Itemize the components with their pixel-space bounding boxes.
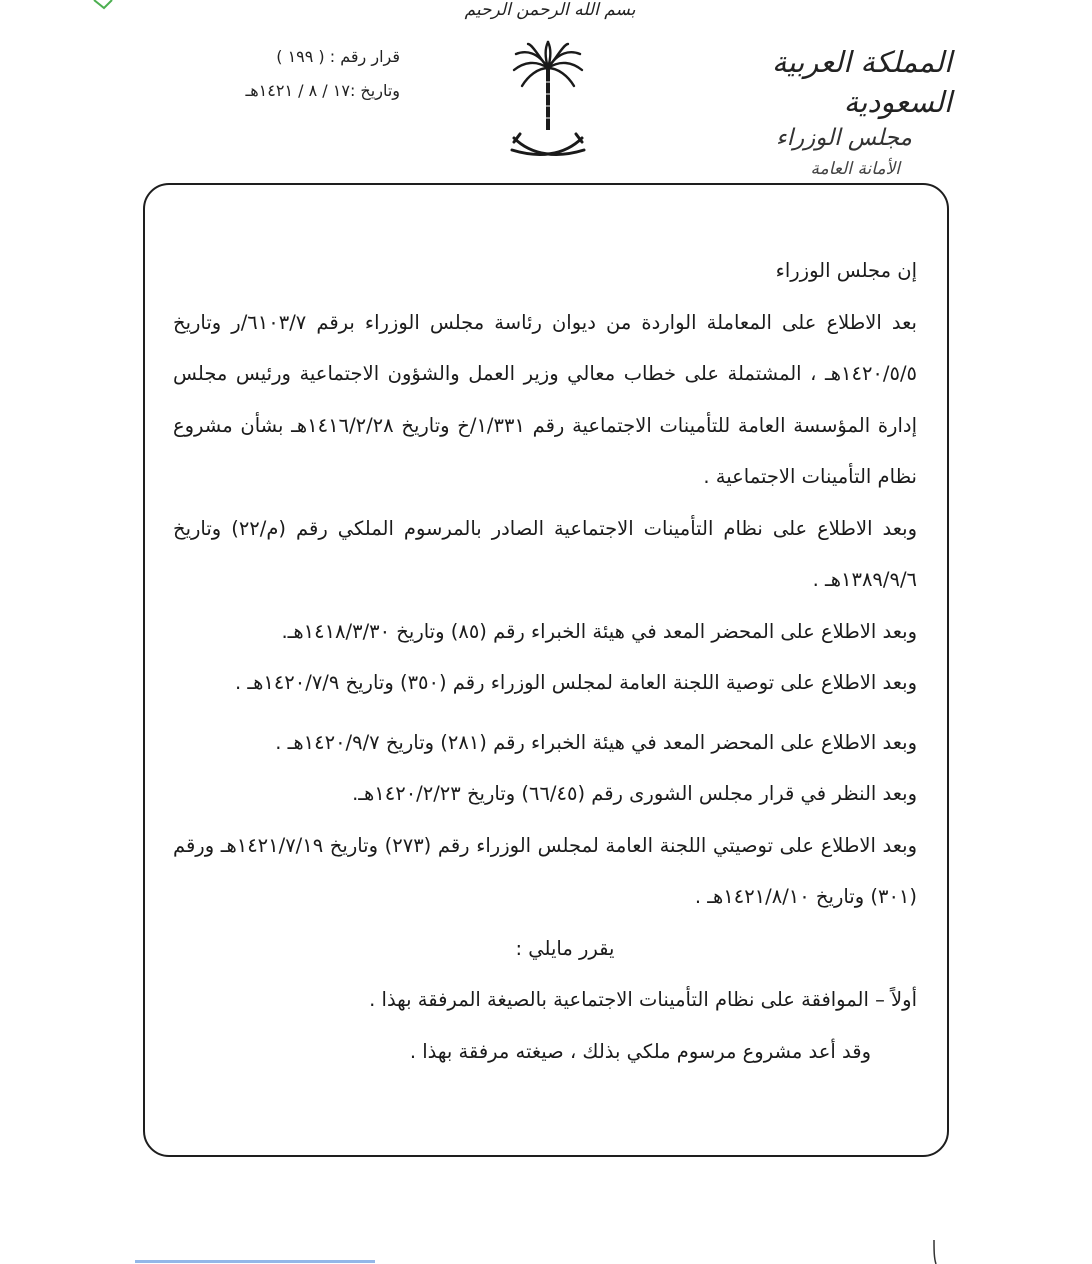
council-title: مجلس الوزراء <box>775 125 912 151</box>
paragraph-7: وبعد الاطلاع على توصيتي اللجنة العامة لمجلس الوزراء رقم (٢٧٣) وتاريخ ١٤٢١/٧/١٩هـ ورقم (٣٠١) وتاريخ ١٤٢١/٨/١٠هـ . <box>173 833 917 908</box>
document-frame <box>143 183 949 1157</box>
paragraph-2: وبعد الاطلاع على نظام التأمينات الاجتماعية الصادر بالمرسوم الملكي رقم (م/٢٢) وتاريخ ١٣٨٩/٩/٦هـ . <box>173 516 917 591</box>
decision-reference <box>160 40 400 108</box>
decision-date: وتاريخ :١٧ / ٨ / ١٤٢١هـ <box>245 81 400 100</box>
saudi-emblem-palm-swords-icon <box>508 38 588 162</box>
bottom-right-mark <box>930 1236 970 1264</box>
opening-line: إن مجلس الوزراء <box>775 259 917 282</box>
basmala: بسم الله الرحمن الرحيم <box>464 0 636 20</box>
decision-number: قرار رقم : ( ١٩٩ ) <box>276 47 400 66</box>
bottom-strip-mark <box>135 1258 375 1264</box>
paragraph-6: وبعد النظر في قرار مجلس الشورى رقم (٦٦/٤٥) وتاريخ ١٤٢٠/٢/٢٣هـ. <box>352 782 917 805</box>
paragraph-5: وبعد الاطلاع على المحضر المعد في هيئة الخبراء رقم (٢٨١) وتاريخ ١٤٢٠/٩/٧هـ . <box>275 730 917 754</box>
corner-mark-icon <box>92 0 114 10</box>
kingdom-title: المملكة العربية السعودية <box>771 45 952 119</box>
paragraph-4: وبعد الاطلاع على توصية اللجنة العامة لمجلس الوزراء رقم (٣٥٠) وتاريخ ١٤٢٠/٧/٩هـ . <box>234 671 917 694</box>
paragraph-3: وبعد الاطلاع على المحضر المعد في هيئة الخبراء رقم (٨٥) وتاريخ ١٤١٨/٣/٣٠هـ. <box>281 619 917 643</box>
letterhead-right <box>672 42 952 184</box>
closing-line: وقد أعد مشروع مرسوم ملكي بذلك ، صيغته مرفقة بهذا . <box>409 1039 871 1063</box>
secretariat-title: الأمانة العامة <box>810 159 900 179</box>
document-body <box>173 245 917 1077</box>
decides-heading: يقرر مايلي : <box>515 936 615 960</box>
spacer <box>173 709 917 717</box>
paragraph-1: بعد الاطلاع على المعاملة الواردة من ديوان رئاسة مجلس الوزراء برقم ٦١٠٣/٧/ر وتاريخ ١٤٢٠/٥/٥هـ ، المشتملة على خطاب معالي وزير العمل والشؤون الاجتماعية ورئيس مجلس إدارة المؤسسة العامة للتأمينات الاجتماعية رقم ١/٣٣١/خ وتاريخ ١٤١٦/٢/٢٨هـ بشأن مشروع نظام التأمينات الاجتماعية . <box>173 310 917 488</box>
article-first: أولاً – الموافقة على نظام التأمينات الاجتماعية بالصيغة المرفقة بهذا . <box>369 988 917 1011</box>
